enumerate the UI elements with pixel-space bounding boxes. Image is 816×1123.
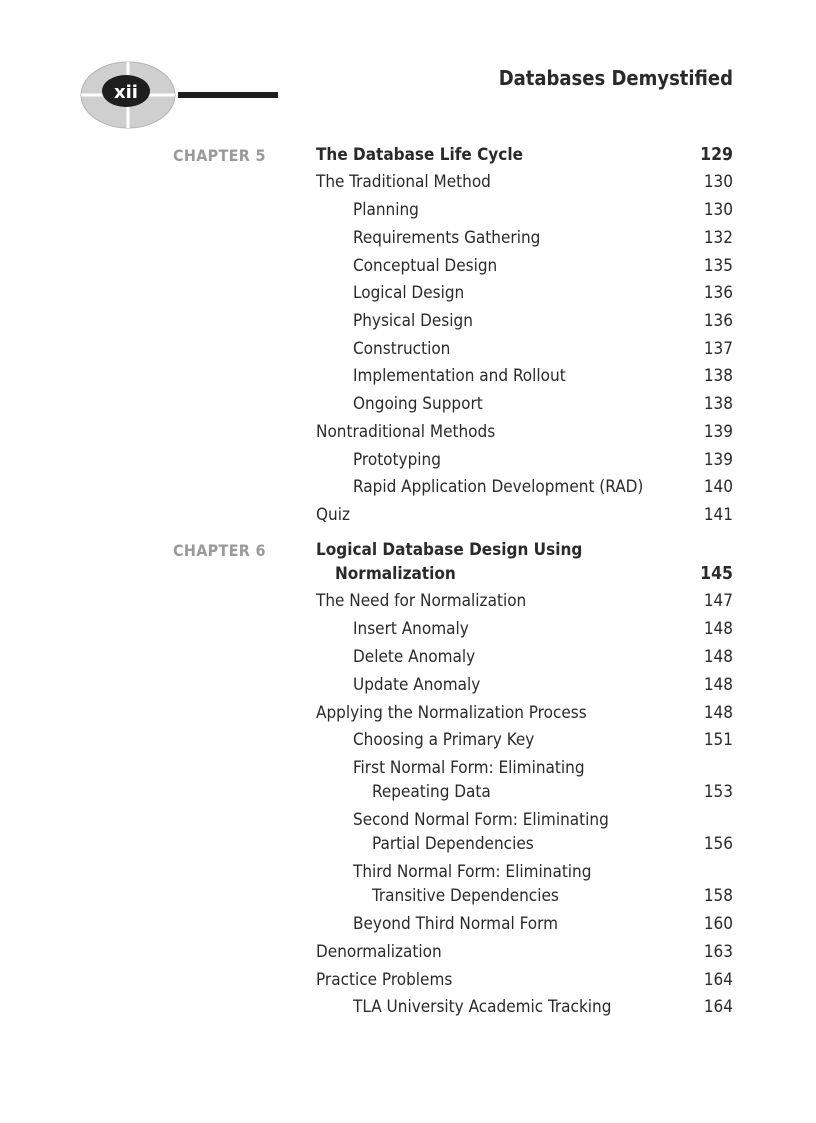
toc-entry-page: 147	[703, 591, 733, 611]
chapter-label: CHAPTER 6	[173, 541, 266, 560]
toc-entry-page: 139	[703, 450, 733, 470]
toc-entry-page: 148	[703, 675, 733, 695]
toc-entry-page: 151	[703, 730, 733, 750]
toc-entry[interactable]	[316, 970, 733, 994]
toc-subentry[interactable]	[316, 619, 733, 643]
toc-entry-text-continued: Repeating Data	[372, 782, 491, 802]
toc-subentry[interactable]	[316, 366, 733, 390]
chapter-page: 129	[700, 145, 733, 165]
toc-subentry[interactable]	[316, 311, 733, 335]
toc-subentry[interactable]	[316, 228, 733, 252]
toc-subentry[interactable]	[316, 862, 733, 910]
toc-subentry[interactable]	[316, 810, 733, 858]
toc-entry-page: 132	[703, 228, 733, 248]
chapter-title: The Database Life Cycle	[316, 145, 523, 165]
toc-entry-page: 148	[703, 703, 733, 723]
page-number: xii	[114, 82, 138, 103]
chapter-title-line1: Logical Database Design Using	[316, 540, 583, 560]
toc-entry-text: Update Anomaly	[353, 675, 481, 695]
toc-subentry[interactable]	[316, 283, 733, 307]
toc-entry-text: Insert Anomaly	[353, 619, 469, 639]
toc-entry-page: 158	[703, 886, 733, 906]
toc-entry-text-continued: Partial Dependencies	[372, 834, 534, 854]
toc-entry-text: Quiz	[316, 505, 351, 525]
toc-entry-page: 139	[703, 422, 733, 442]
toc-entry-page: 130	[703, 172, 733, 192]
toc-entry-page: 130	[703, 200, 733, 220]
toc-entry-page: 160	[703, 914, 733, 934]
toc-subentry[interactable]	[316, 450, 733, 474]
page-number-badge	[78, 60, 278, 130]
toc-entry-text: Applying the Normalization Process	[316, 703, 587, 723]
toc-entry-text-continued: Transitive Dependencies	[372, 886, 559, 906]
toc-entry-text: Construction	[353, 339, 451, 359]
toc-entry-page: 136	[703, 283, 733, 303]
toc-entry-text: The Need for Normalization	[316, 591, 527, 611]
toc-subentry[interactable]	[316, 477, 733, 501]
toc-entry-text: Requirements Gathering	[353, 228, 541, 248]
toc-entry-text: Choosing a Primary Key	[353, 730, 535, 750]
toc-entry-text: Practice Problems	[316, 970, 453, 990]
toc-subentry[interactable]	[316, 256, 733, 280]
toc-subentry[interactable]	[316, 758, 733, 806]
chapter-label: CHAPTER 5	[173, 146, 266, 165]
toc-entry-page: 137	[703, 339, 733, 359]
toc-entry-text: Third Normal Form: Eliminating	[353, 862, 592, 882]
toc-entry-page: 156	[703, 834, 733, 854]
toc-entry-page: 164	[703, 997, 733, 1017]
toc-subentry[interactable]	[316, 997, 733, 1021]
chapter-title-row[interactable]	[316, 540, 733, 588]
toc-entry-text: Prototyping	[353, 450, 441, 470]
toc-entry[interactable]	[316, 172, 733, 196]
toc-entry[interactable]	[316, 591, 733, 615]
toc-entry[interactable]	[316, 505, 733, 529]
chapter-page: 145	[700, 564, 733, 584]
toc-subentry[interactable]	[316, 675, 733, 699]
toc-subentry[interactable]	[316, 914, 733, 938]
toc-entry-page: 141	[703, 505, 733, 525]
toc-entry-text: Conceptual Design	[353, 256, 498, 276]
toc-entry-text: Denormalization	[316, 942, 442, 962]
toc-entry-page: 163	[703, 942, 733, 962]
toc-entry[interactable]	[316, 422, 733, 446]
toc-entry-page: 148	[703, 619, 733, 639]
toc-subentry[interactable]	[316, 730, 733, 754]
toc-entry-text: The Traditional Method	[316, 172, 491, 192]
toc-entry[interactable]	[316, 703, 733, 727]
toc-entry-text: Physical Design	[353, 311, 473, 331]
toc-entry-text: Nontraditional Methods	[316, 422, 496, 442]
chapter-title-line2: Normalization	[335, 564, 456, 584]
toc-entry-page: 140	[703, 477, 733, 497]
toc-entry-page: 153	[703, 782, 733, 802]
toc-entry-page: 136	[703, 311, 733, 331]
toc-entry-text: First Normal Form: Eliminating	[353, 758, 585, 778]
book-title: Databases Demystified	[498, 66, 733, 90]
toc-entry-page: 148	[703, 647, 733, 667]
toc-entry-text: Beyond Third Normal Form	[353, 914, 558, 934]
toc-entry-text: Planning	[353, 200, 419, 220]
toc-entry-page: 164	[703, 970, 733, 990]
toc-subentry[interactable]	[316, 394, 733, 418]
toc-entry-text: Delete Anomaly	[353, 647, 476, 667]
toc-entry-page: 135	[703, 256, 733, 276]
toc-entry[interactable]	[316, 942, 733, 966]
toc-entry-text: TLA University Academic Tracking	[353, 997, 612, 1017]
toc-subentry[interactable]	[316, 200, 733, 224]
toc-entry-text: Implementation and Rollout	[353, 366, 566, 386]
toc-entry-text: Second Normal Form: Eliminating	[353, 810, 609, 830]
toc-entry-text: Rapid Application Development (RAD)	[353, 477, 644, 497]
toc-entry-text: Ongoing Support	[353, 394, 483, 414]
toc-subentry[interactable]	[316, 647, 733, 671]
toc-entry-page: 138	[703, 366, 733, 386]
toc-subentry[interactable]	[316, 339, 733, 363]
chapter-title-row[interactable]	[316, 145, 733, 169]
toc-entry-text: Logical Design	[353, 283, 465, 303]
toc-entry-page: 138	[703, 394, 733, 414]
